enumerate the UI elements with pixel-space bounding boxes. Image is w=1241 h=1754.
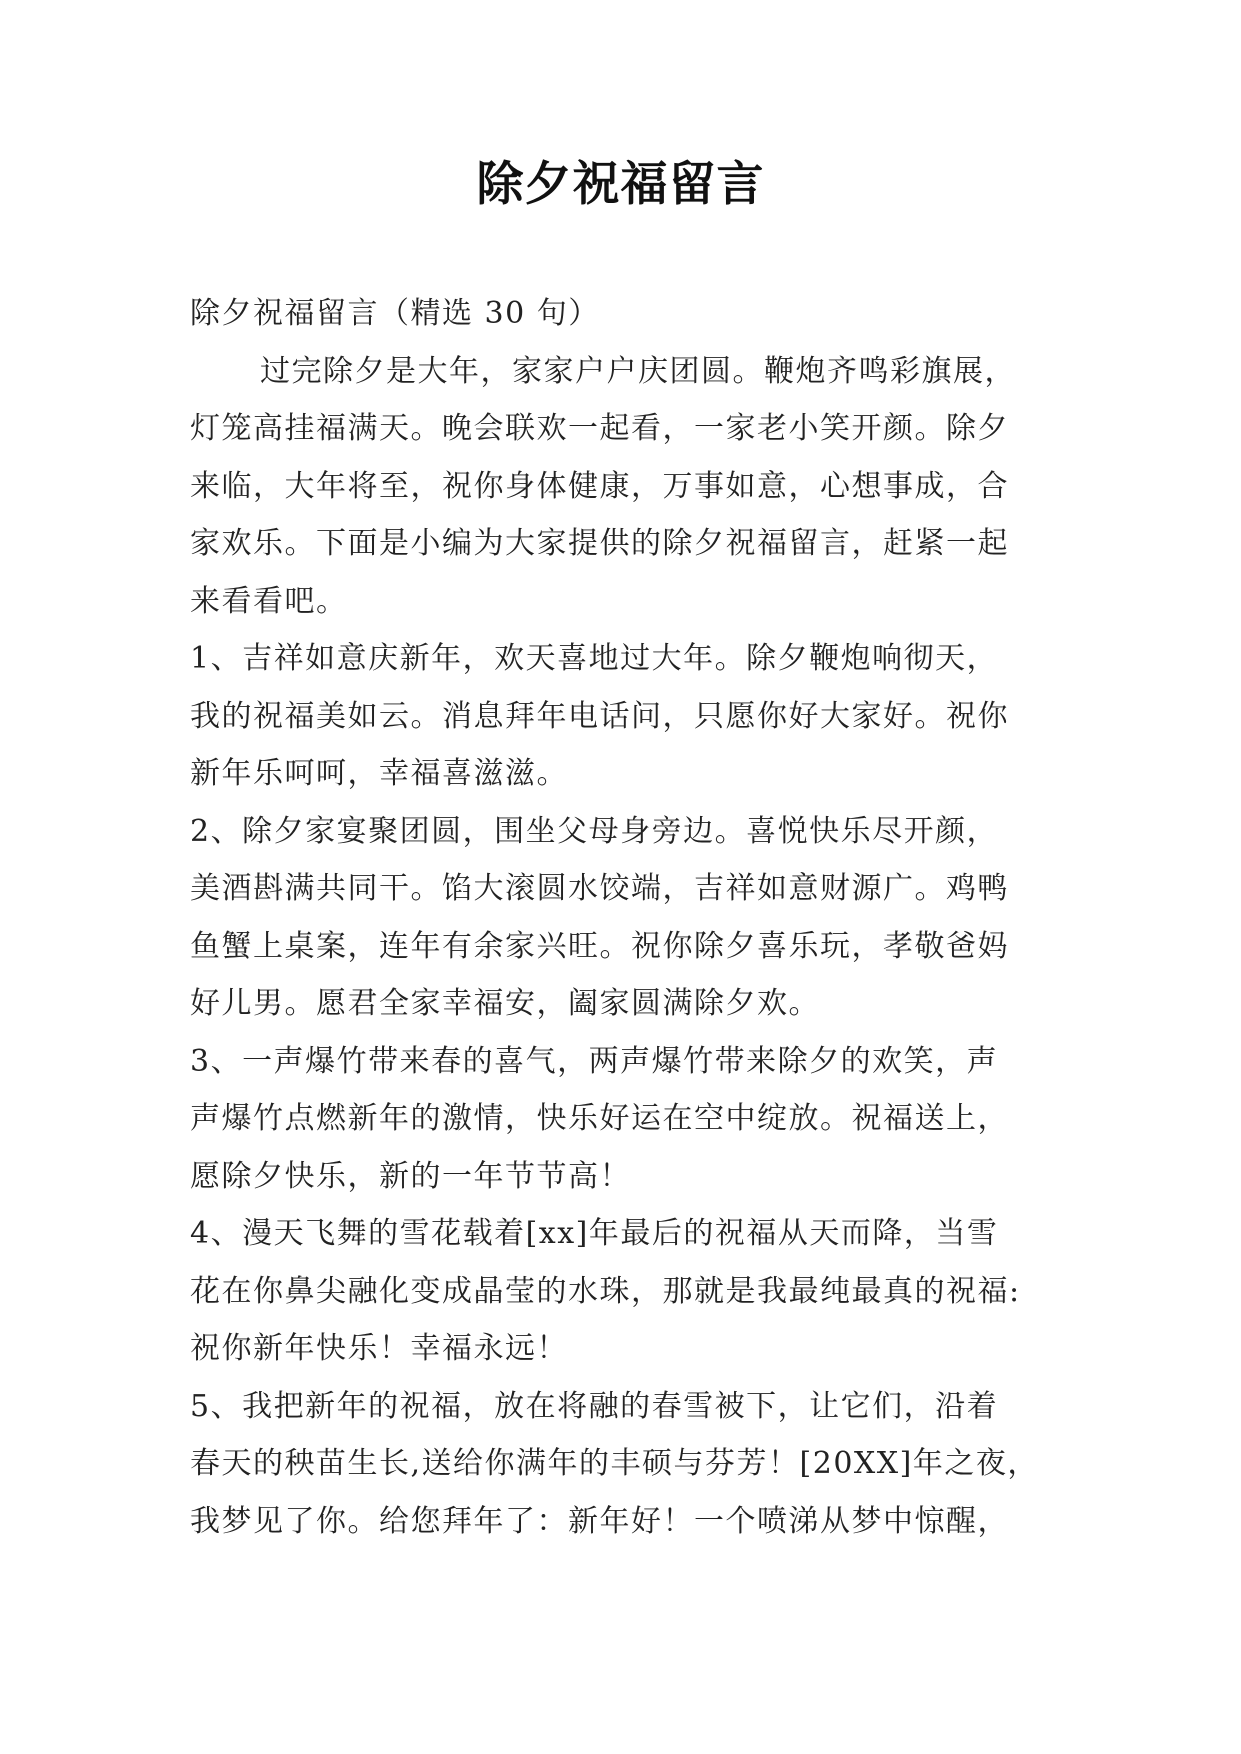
intro-line: 家欢乐。下面是小编为大家提供的除夕祝福留言，赶紧一起 (190, 526, 1009, 561)
message-3-line: 3、一声爆竹带来春的喜气，两声爆竹带来除夕的欢笑，声 (190, 1043, 999, 1079)
message-3-line: 愿除夕快乐，新的一年节节高！ (190, 1158, 631, 1194)
intro-line: 来临，大年将至，祝你身体健康，万事如意，心想事成，合 (190, 468, 1009, 504)
document-body (190, 285, 1060, 1550)
message-1-line: 新年乐呵呵，幸福喜滋滋。 (190, 756, 568, 791)
message-2-line: 2、除夕家宴聚团圆，围坐父母身旁边。喜悦快乐尽开颜， (190, 813, 999, 849)
intro-line: 灯笼高挂福满天。晚会联欢一起看，一家老小笑开颜。除夕 (190, 411, 1009, 446)
subtitle-line: 除夕祝福留言（精选 30 句） (190, 296, 600, 331)
message-2-line: 鱼蟹上桌案，连年有余家兴旺。祝你除夕喜乐玩，孝敬爸妈 (190, 928, 1009, 964)
message-1-line: 1、吉祥如意庆新年，欢天喜地过大年。除夕鞭炮响彻天， (190, 641, 999, 676)
message-5-line: 我梦见了你。给您拜年了：新年好！一个喷涕从梦中惊醒， (190, 1503, 1009, 1539)
intro-line: 来看看吧。 (190, 583, 348, 619)
document-title: 除夕祝福留言 (476, 157, 765, 212)
message-4-line: 祝你新年快乐！幸福永远！ (190, 1331, 568, 1366)
message-2-line: 美酒斟满共同干。馅大滚圆水饺端，吉祥如意财源广。鸡鸭 (190, 871, 1009, 906)
message-2-line: 好儿男。愿君全家幸福安，阖家圆满除夕欢。 (190, 986, 820, 1021)
message-4-line: 4、漫天飞舞的雪花载着[xx]年最后的祝福从天而降，当雪 (190, 1216, 999, 1251)
message-5-line: 5、我把新年的祝福，放在将融的春雪被下，让它们，沿着 (190, 1388, 999, 1424)
message-5-line: 春天的秧苗生长,送给你满年的丰硕与芬芳！[20XX]年之夜， (190, 1446, 1039, 1481)
message-3-line: 声爆竹点燃新年的激情，快乐好运在空中绽放。祝福送上， (190, 1101, 1009, 1136)
intro-line: 过完除夕是大年，家家户户庆团圆。鞭炮齐鸣彩旗展， (260, 353, 1016, 389)
message-1-line: 我的祝福美如云。消息拜年电话问，只愿你好大家好。祝你 (190, 698, 1009, 734)
message-4-line: 花在你鼻尖融化变成晶莹的水珠，那就是我最纯最真的祝福: (190, 1273, 1021, 1309)
